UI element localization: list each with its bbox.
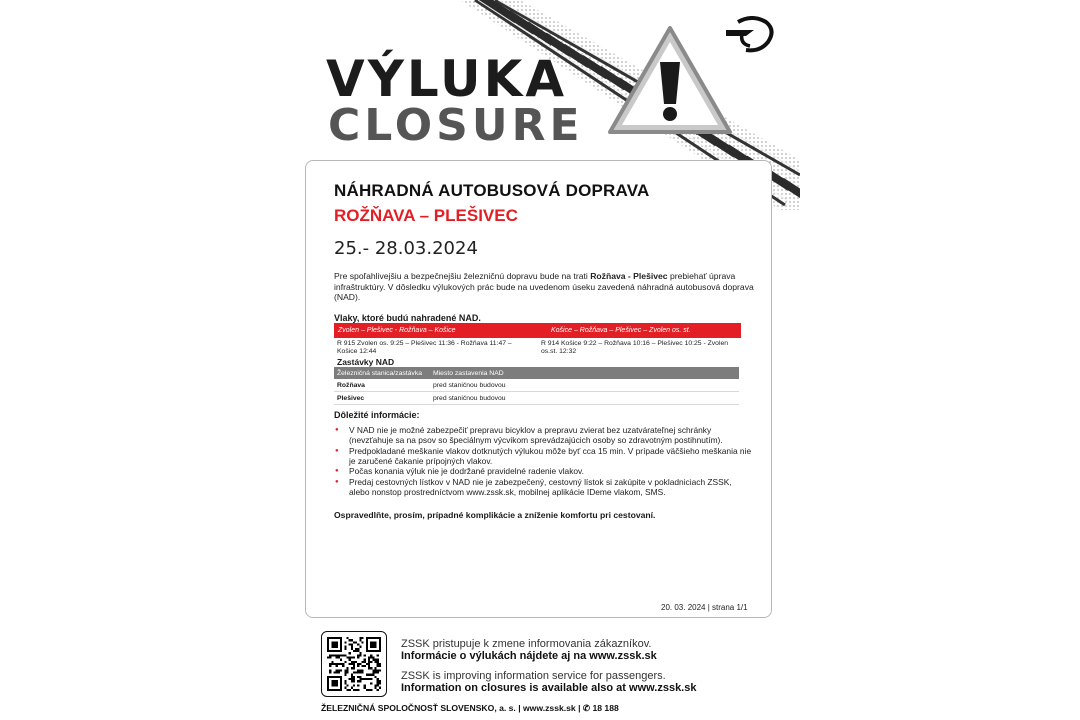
- closing-note: Ospravedlňte, prosím, prípadné komplikácie a zníženie komfortu pri cestovaní.: [334, 510, 656, 520]
- stop-station: Plešivec: [337, 395, 365, 402]
- list-item: ● V NAD nie je možné zabezpečiť prepravu bicyklov a prepravu zvierat bez uzatvárateľnej schránky (nevzťahuje sa na psov so špeciálnym výcvikom sprevádzajúcich osoby so zdravotným postihnutím).: [334, 425, 754, 445]
- zssk-logo-icon: [724, 16, 774, 54]
- route-title: ROŽŇAVA – PLEŠIVEC: [334, 206, 518, 225]
- page-footer-date: 20. 03. 2024 | strana 1/1: [661, 603, 748, 612]
- direction-right: Košice – Rožňava – Plešivec – Zvolen os. st.: [551, 326, 691, 334]
- info-title: Dôležité informácie:: [334, 410, 420, 420]
- stops-header-station: Železničná stanica/zastávka: [337, 369, 423, 377]
- list-item: ● Predaj cestovných lístkov v NAD nie je zabezpečený, cestovný lístok si zakúpite v pokladniciach ZSSK, alebo nonstop prostredníctvom www.zssk.sk, mobilnej aplikácie IDeme vlakom, SMS.: [334, 477, 754, 497]
- info-line-en: ZSSK is improving information service for passengers.: [401, 670, 666, 682]
- info-link-sk[interactable]: Informácie o výlukách nájdete aj na www.zssk.sk: [401, 650, 657, 662]
- stops-title: Zastávky NAD: [337, 357, 395, 367]
- qr-code-icon: [321, 631, 387, 697]
- notice-heading: NÁHRADNÁ AUTOBUSOVÁ DOPRAVA: [334, 181, 650, 200]
- direction-left: Zvolen – Plešivec - Rožňava – Košice: [338, 326, 456, 334]
- stops-header-place: Miesto zastavenia NAD: [433, 369, 504, 377]
- closure-title-sk: VÝLUKA: [326, 50, 568, 108]
- list-item: ● Počas konania výluk nie je dodržané pravidelné radenie vlakov.: [334, 466, 754, 476]
- info-line-sk: ZSSK pristupuje k zmene informovania zákazníkov.: [401, 638, 652, 650]
- warning-triangle-icon: [604, 22, 736, 140]
- info-link-en[interactable]: Information on closures is available also at www.zssk.sk: [401, 682, 697, 694]
- company-footer: ŽELEZNIČNÁ SPOLOČNOSŤ SLOVENSKO, a. s. | www.zssk.sk | ✆ 18 188: [321, 703, 619, 713]
- stops-header: [334, 367, 739, 379]
- closure-title-en: CLOSURE: [328, 100, 584, 151]
- trains-title: Vlaky, ktoré budú nahradené NAD.: [334, 313, 481, 323]
- stop-station: Rožňava: [337, 382, 365, 389]
- table-row: [334, 392, 739, 405]
- list-item: ● Predpokladané meškanie vlakov dotknutých výlukou môže byť cca 15 min. V prípade väčšieho meškania nie je zaručené čakanie prípojných vlakov.: [334, 446, 754, 466]
- train-direction-bar: [334, 323, 741, 338]
- table-row: [334, 379, 739, 392]
- train-left: R 915 Zvolen os. 9:25 – Plešivec 11:36 - Rožňava 11:47 – Košice 12:44: [337, 340, 512, 355]
- info-list: [334, 425, 754, 497]
- intro-paragraph: Pre spoľahlivejšiu a bezpečnejšiu železničnú dopravu bude na trati Rožňava - Plešivec prebiehať úprava infraštruktúry. V dôsledku výlukových prác bude na uvedenom úseku zavedená náhradná autobusová doprava (NAD).: [334, 271, 754, 302]
- stop-place: pred staničnou budovou: [433, 395, 506, 402]
- stop-place: pred staničnou budovou: [433, 382, 506, 389]
- closure-dates: 25.- 28.03.2024: [334, 238, 478, 259]
- train-right: R 914 Košice 9:22 – Rožňava 10:16 – Plešivec 10:25 - Zvolen os.st. 12:32: [541, 340, 729, 355]
